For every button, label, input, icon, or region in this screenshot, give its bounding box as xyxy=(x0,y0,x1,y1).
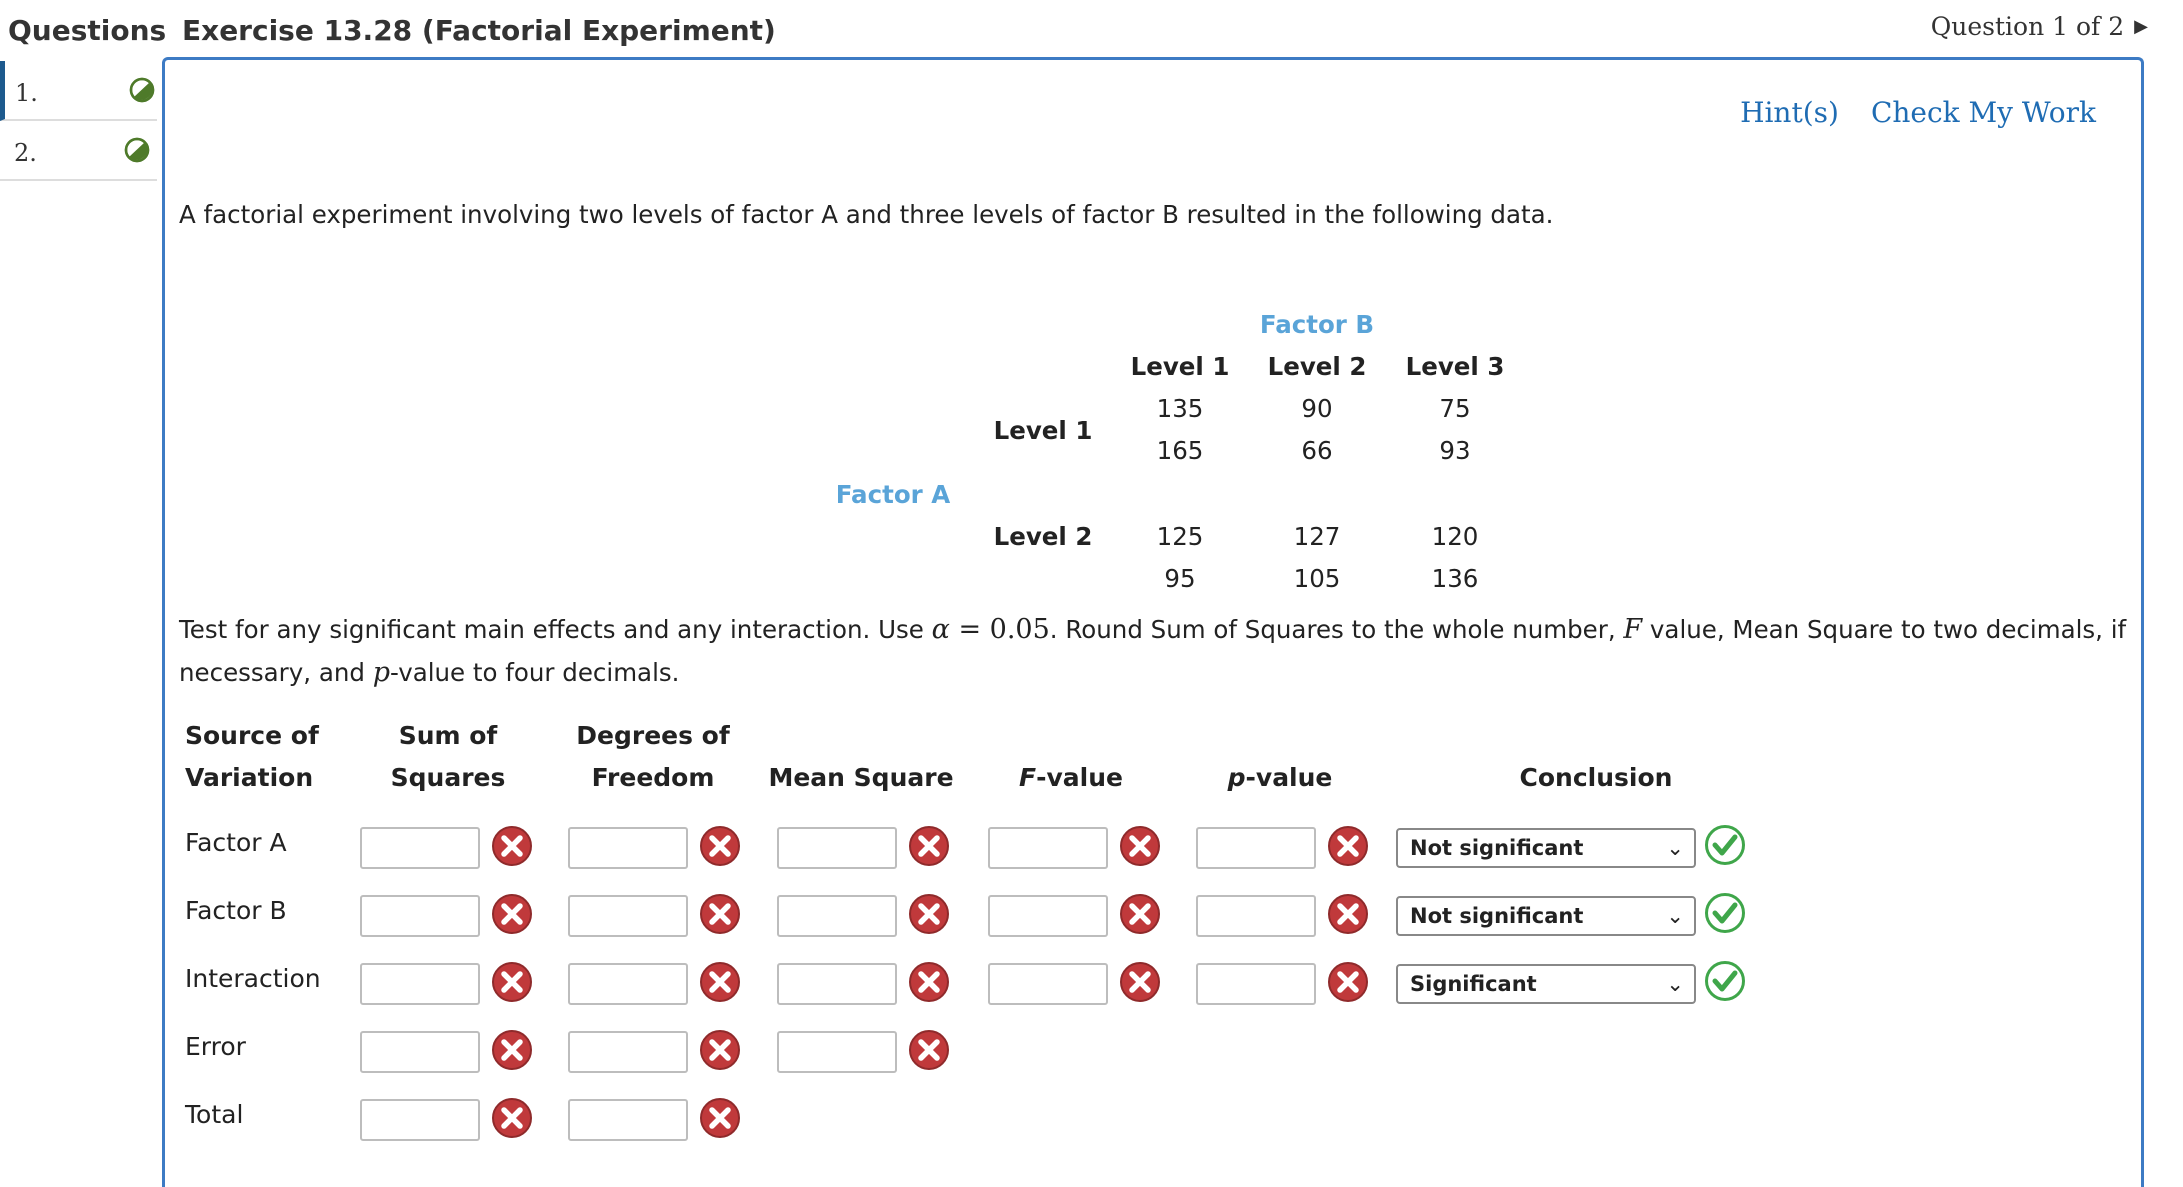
problem-intro: A factorial experiment involving two levels of factor A and three levels of factor B resulted in the following data. xyxy=(179,200,1554,229)
column-header: Level 1 xyxy=(1130,352,1230,381)
selected-value: Significant xyxy=(1410,972,1537,996)
mean-square-input[interactable] xyxy=(777,827,897,869)
data-cell: 93 xyxy=(1439,436,1471,465)
p-value-input[interactable] xyxy=(1196,895,1316,937)
incorrect-icon xyxy=(1118,960,1162,1004)
conclusion-select[interactable] xyxy=(1396,964,1696,1004)
header-text: Variation xyxy=(185,763,314,792)
instructions-text: . Round Sum of Squares to the whole number, xyxy=(1049,615,1624,644)
p-value-input[interactable] xyxy=(1196,963,1316,1005)
row-label: Factor B xyxy=(185,896,287,925)
row-header: Level 1 xyxy=(993,416,1093,445)
data-cell: 135 xyxy=(1156,394,1204,423)
incorrect-icon xyxy=(907,892,951,936)
chevron-down-icon: ⌄ xyxy=(1666,836,1684,860)
question-links xyxy=(1740,96,2096,129)
data-cell: 90 xyxy=(1301,394,1333,423)
incorrect-icon xyxy=(490,1096,534,1140)
degrees-of-freedom-input[interactable] xyxy=(568,963,688,1005)
degrees-of-freedom-input[interactable] xyxy=(568,827,688,869)
degrees-of-freedom-input[interactable] xyxy=(568,1099,688,1141)
questions-header: Questions xyxy=(8,14,167,47)
header-text: Degrees of xyxy=(576,721,730,750)
selected-value: Not significant xyxy=(1410,836,1584,860)
correct-icon xyxy=(1703,959,1747,1003)
sum-of-squares-input[interactable] xyxy=(360,827,480,869)
header-text: -value xyxy=(1036,763,1123,792)
incorrect-icon xyxy=(490,824,534,868)
header-degrees-of-freedom xyxy=(576,715,729,799)
header-text: -value xyxy=(1245,763,1333,792)
instructions-text: -value to four decimals. xyxy=(390,658,680,687)
question-number: 2. xyxy=(14,139,37,167)
f-symbol: F xyxy=(1019,763,1037,792)
row-label: Factor A xyxy=(185,828,287,857)
incorrect-icon xyxy=(907,1028,951,1072)
incorrect-icon xyxy=(698,892,742,936)
hints-link[interactable]: Hint(s) xyxy=(1740,96,1839,129)
header-text: Freedom xyxy=(591,763,715,792)
incorrect-icon xyxy=(907,960,951,1004)
header-text: Squares xyxy=(390,763,506,792)
incorrect-icon xyxy=(907,824,951,868)
chevron-down-icon: ⌄ xyxy=(1666,904,1684,928)
f-value-input[interactable] xyxy=(988,895,1108,937)
p-value-input[interactable] xyxy=(1196,827,1316,869)
next-question-icon[interactable]: ▶ xyxy=(2134,16,2148,37)
factor-a-label: Factor A xyxy=(835,480,951,509)
incorrect-icon xyxy=(698,824,742,868)
incorrect-icon xyxy=(1326,892,1370,936)
question-list xyxy=(0,61,157,181)
sum-of-squares-input[interactable] xyxy=(360,1031,480,1073)
selected-value: Not significant xyxy=(1410,904,1584,928)
check-my-work-link[interactable]: Check My Work xyxy=(1870,96,2096,129)
mean-square-input[interactable] xyxy=(777,1031,897,1073)
f-symbol: F xyxy=(1623,614,1643,645)
partial-status-icon xyxy=(124,137,150,169)
incorrect-icon xyxy=(490,892,534,936)
incorrect-icon xyxy=(698,1096,742,1140)
incorrect-icon xyxy=(490,960,534,1004)
header-text: Source of xyxy=(185,721,319,750)
sum-of-squares-input[interactable] xyxy=(360,1099,480,1141)
data-cell: 120 xyxy=(1431,522,1479,551)
incorrect-icon xyxy=(490,1028,534,1072)
data-cell: 125 xyxy=(1156,522,1204,551)
instructions-text: Test for any significant main effects and any interaction. Use xyxy=(179,615,932,644)
mean-square-input[interactable] xyxy=(777,895,897,937)
conclusion-select[interactable] xyxy=(1396,896,1696,936)
data-cell: 165 xyxy=(1156,436,1204,465)
header-source xyxy=(185,715,319,799)
data-cell: 66 xyxy=(1301,436,1333,465)
data-cell: 105 xyxy=(1293,564,1341,593)
header-p-value xyxy=(1228,757,1333,799)
incorrect-icon xyxy=(1326,824,1370,868)
degrees-of-freedom-input[interactable] xyxy=(568,895,688,937)
header-text: Sum of xyxy=(398,721,498,750)
header-f-value xyxy=(1019,757,1123,799)
data-cell: 75 xyxy=(1439,394,1471,423)
incorrect-icon xyxy=(1326,960,1370,1004)
f-value-input[interactable] xyxy=(988,963,1108,1005)
degrees-of-freedom-input[interactable] xyxy=(568,1031,688,1073)
column-header: Level 3 xyxy=(1405,352,1505,381)
question-navigator xyxy=(1931,12,2148,41)
data-cell: 136 xyxy=(1431,564,1479,593)
question-panel xyxy=(162,57,2144,1187)
alpha-symbol: α xyxy=(931,614,950,645)
incorrect-icon xyxy=(698,960,742,1004)
incorrect-icon xyxy=(1118,824,1162,868)
row-header: Level 2 xyxy=(993,522,1093,551)
incorrect-icon xyxy=(1118,892,1162,936)
conclusion-select[interactable] xyxy=(1396,828,1696,868)
row-label: Error xyxy=(185,1032,246,1061)
row-label: Interaction xyxy=(185,964,321,993)
header-conclusion: Conclusion xyxy=(1519,763,1673,792)
p-symbol: p xyxy=(1227,763,1246,792)
alpha-value: = 0.05 xyxy=(949,614,1050,645)
p-symbol: p xyxy=(372,657,391,688)
instructions-text: value, Mean Square to two decimals, if necessary, and xyxy=(179,615,2127,687)
correct-icon xyxy=(1703,823,1747,867)
data-cell: 95 xyxy=(1164,564,1196,593)
chevron-down-icon: ⌄ xyxy=(1666,972,1684,996)
question-list-item-2[interactable] xyxy=(0,121,157,181)
instructions xyxy=(179,608,2129,694)
header-mean-square: Mean Square xyxy=(768,763,954,792)
sum-of-squares-input[interactable] xyxy=(360,963,480,1005)
header-sum-of-squares xyxy=(391,715,506,799)
mean-square-input[interactable] xyxy=(777,963,897,1005)
question-number: 1. xyxy=(15,79,38,107)
column-header: Level 2 xyxy=(1267,352,1367,381)
exercise-title: Exercise 13.28 (Factorial Experiment) xyxy=(182,14,776,47)
data-cell: 127 xyxy=(1293,522,1341,551)
correct-icon xyxy=(1703,891,1747,935)
incorrect-icon xyxy=(698,1028,742,1072)
row-label: Total xyxy=(185,1100,244,1129)
f-value-input[interactable] xyxy=(988,827,1108,869)
partial-status-icon xyxy=(129,77,155,109)
sum-of-squares-input[interactable] xyxy=(360,895,480,937)
question-counter: Question 1 of 2 xyxy=(1930,12,2125,41)
factor-b-label: Factor B xyxy=(1259,310,1375,339)
question-list-item-1[interactable] xyxy=(0,61,157,121)
